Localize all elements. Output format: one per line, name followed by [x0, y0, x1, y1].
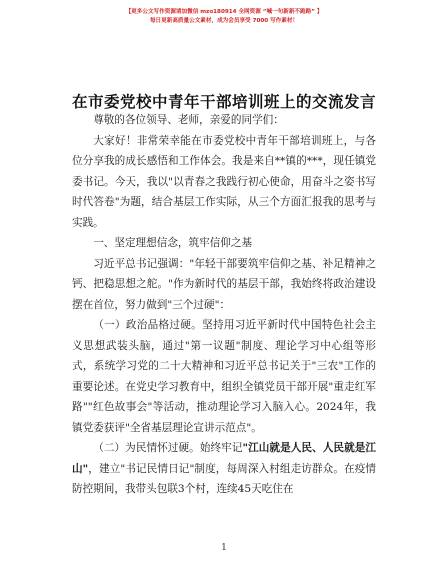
subsection-2-lead: （二）为民情怀过硬。始终牢记: [93, 442, 243, 454]
subsection-1-paragraph: （一）政治品格过硬。坚持用习近平新时代中国特色社会主义思想武装头脑，通过"第一议题"制度、理论学习中心组等形式，系统学习党的二十大精神和习近平总书记关于"三农"工作的重要论述。在党史学习教育中，组织全镇党员干部开展"重走红军路""红色故事会"等活动，推动理论学习入脑入心。2024年，我镇党委获评"全省基层理论宣讲示范点"。: [72, 319, 376, 434]
page-number: 1: [221, 543, 227, 553]
document-body: [72, 110, 376, 500]
salutation: 尊敬的各位领导、老师，亲爱的同学们：: [93, 114, 284, 126]
quote-paragraph: 习近平总书记强调："年轻干部要筑牢信仰之基、补足精神之钙、把稳思想之舵。"作为新时代的基层干部，我始终将政治建设摆在首位，努力做到"三个过硬"：: [72, 257, 376, 311]
subsection-2-bold-quote: "江山就是人民、人民就是江山": [72, 442, 376, 475]
subsection-2-paragraph: [72, 438, 376, 500]
subsection-2-rest: ，建立"书记民情日记"制度，每周深入村组走访群众。在疫情防控期间，我带头包联3个村，连续45天吃住在: [72, 462, 376, 495]
promo-banner-line-2: 每日更新高质量公文素材，成为会员享受 7000 写作素材！: [149, 18, 299, 24]
promo-banner: [0, 8, 448, 26]
intro-paragraph: 大家好！非常荣幸能在市委党校中青年干部培训班上，与各位分享我的成长感悟和工作体会。我是来自**镇的***，现任镇党委书记。今天，我以"以青春之我践行初心使命，用奋斗之姿书写时代答卷"为题，结合基层工作实际，从三个方面汇报我的思考与实践。: [72, 134, 376, 229]
section-1-heading: 一、坚定理想信念，筑牢信仰之基: [93, 237, 253, 249]
document-title: 在市委党校中青年干部培训班上的交流发言: [71, 93, 376, 111]
promo-banner-line-1: 【更多公文写作资源请加微信 mzo180914 全网资源 “喊一句新新不跑路” 】: [125, 9, 323, 15]
